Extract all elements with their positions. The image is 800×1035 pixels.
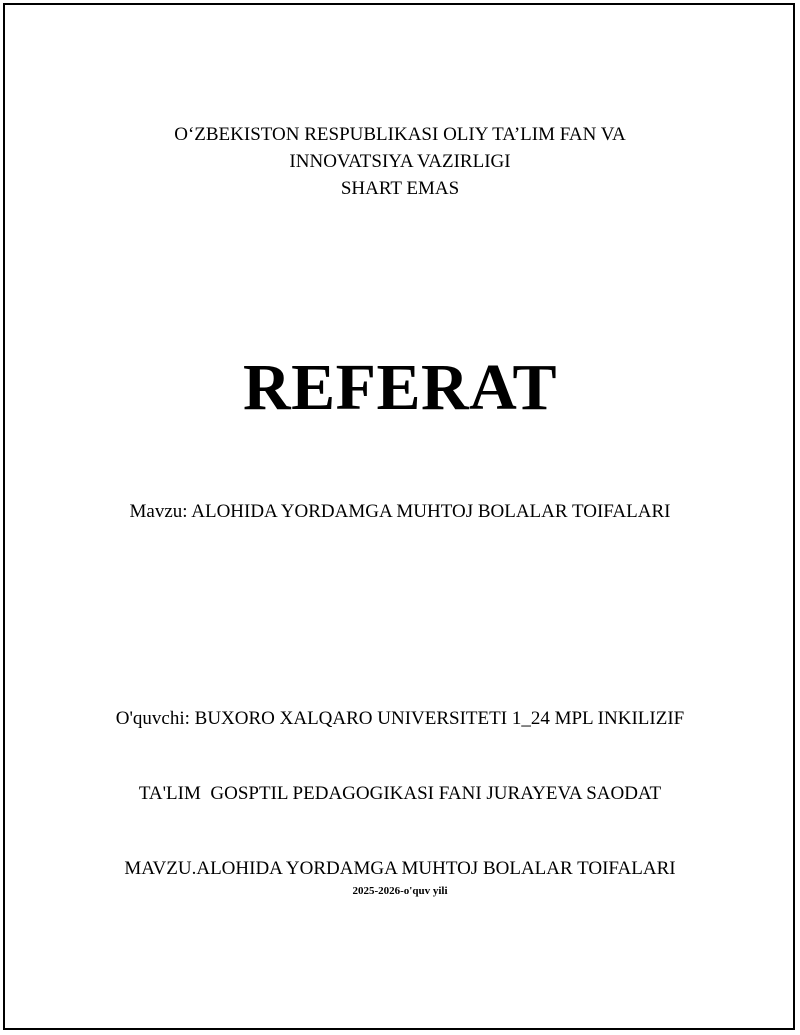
topic-line: Mavzu: ALOHIDA YORDAMGA MUHTOJ BOLALAR TOIFALARI [129, 501, 671, 522]
ministry-header [0, 121, 800, 202]
ministry-line-1: O‘ZBEKISTON RESPUBLIKASI OLIY TA’LIM FAN VA [174, 124, 626, 145]
student-info [0, 656, 800, 906]
student-line-1: O'quvchi: BUXORO XALQARO UNIVERSITETI 1_24 MPL INKILIZIF [115, 708, 685, 729]
document-title: REFERAT [243, 351, 557, 424]
student-line-2: TA'LIM GOSPTIL PEDAGOGIKASI FANI JURAYEVA SAODAT [138, 783, 662, 804]
academic-year: 2025-2026-o'quv yili [352, 885, 448, 897]
student-line-3: MAVZU.ALOHIDA YORDAMGA MUHTOJ BOLALAR TOIFALARI [124, 858, 676, 879]
ministry-line-3: SHART EMAS [340, 178, 460, 199]
ministry-line-2: INNOVATSIYA VAZIRLIGI [289, 151, 511, 172]
